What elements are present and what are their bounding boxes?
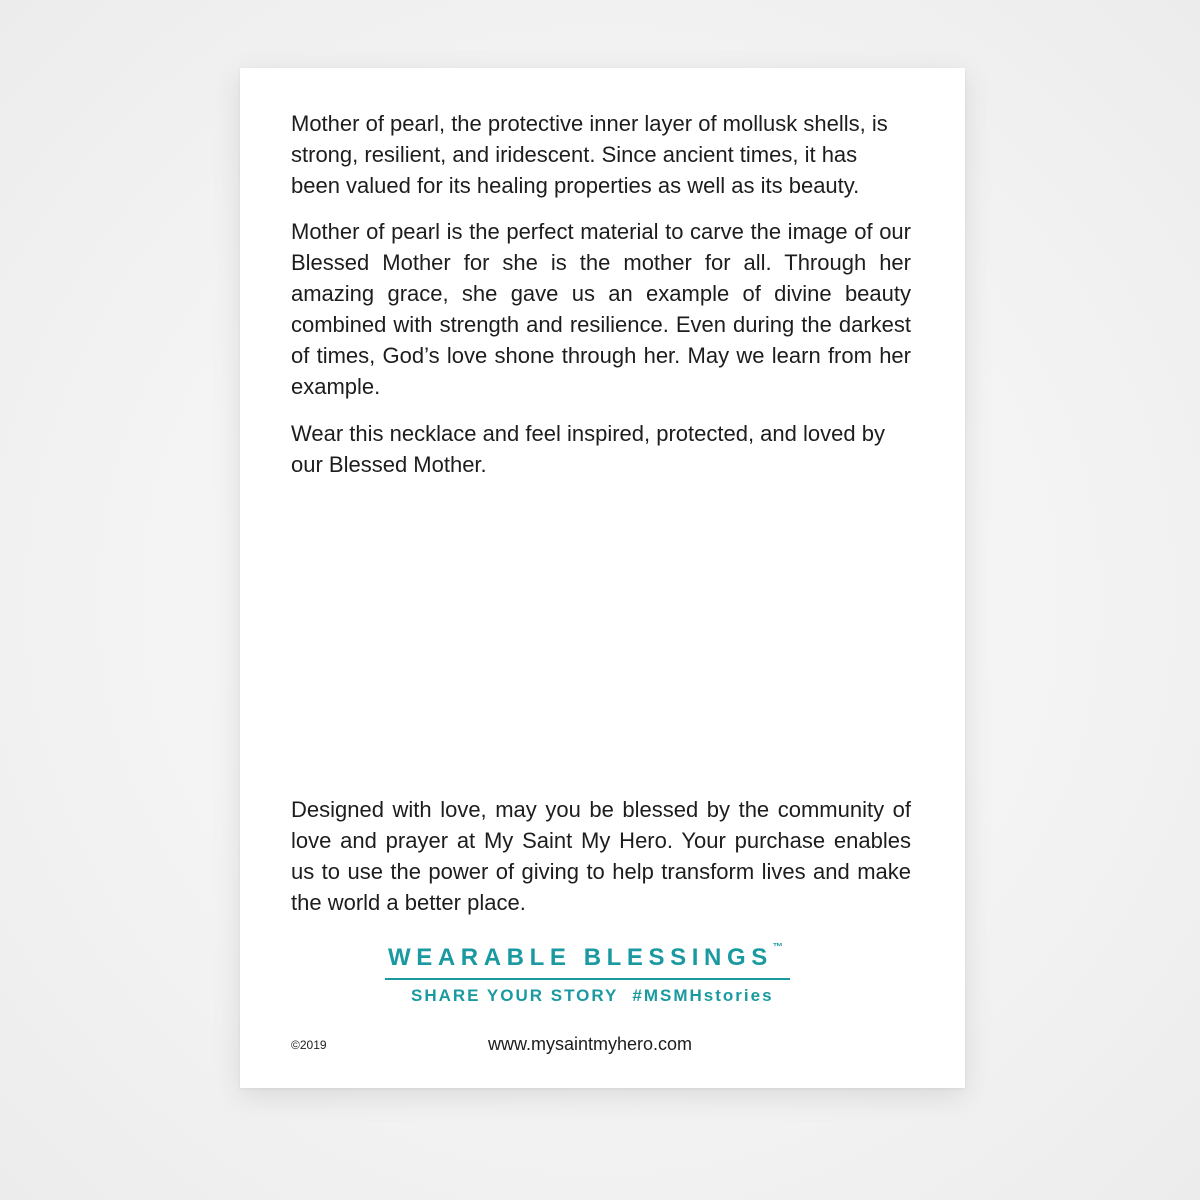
brand-logo bbox=[388, 944, 783, 972]
website-link[interactable]: www.mysaintmyhero.com bbox=[488, 1034, 693, 1054]
product-card bbox=[240, 68, 965, 1088]
paragraph-mother-of-pearl: Mother of pearl, the protective inner layer of mollusk shells, is strong, resilient, and iridescent. Since ancient times, it has been valued for its healing properties as well as its beauty. bbox=[291, 111, 888, 198]
brand-underline bbox=[385, 978, 790, 980]
brand-tagline bbox=[411, 986, 774, 1006]
paragraph-wear-necklace: Wear this necklace and feel inspired, protected, and loved by our Blessed Mother. bbox=[291, 421, 885, 477]
trademark-symbol: ™ bbox=[772, 942, 783, 953]
paragraph-blessed-mother: Mother of pearl is the perfect material to carve the image of our Blessed Mother for she is the mother for all. Through her amazing grace, she gave us an example of divine beauty combined with strength and resilience. Even during the darkest of times, God’s love shone through her. May we learn from her example. bbox=[291, 219, 911, 399]
hashtag: #MSMHstories bbox=[632, 986, 774, 1005]
brand-name: WEARABLE BLESSINGS bbox=[388, 944, 773, 971]
tagline-text: SHARE YOUR STORY bbox=[411, 986, 619, 1005]
paragraph-designed-with-love: Designed with love, may you be blessed by the community of love and prayer at My Saint My Hero. Your purchase enables us to use the power of giving to help transform lives and make the world a better place. bbox=[291, 797, 911, 915]
copyright-notice: ©2019 bbox=[291, 1038, 327, 1052]
